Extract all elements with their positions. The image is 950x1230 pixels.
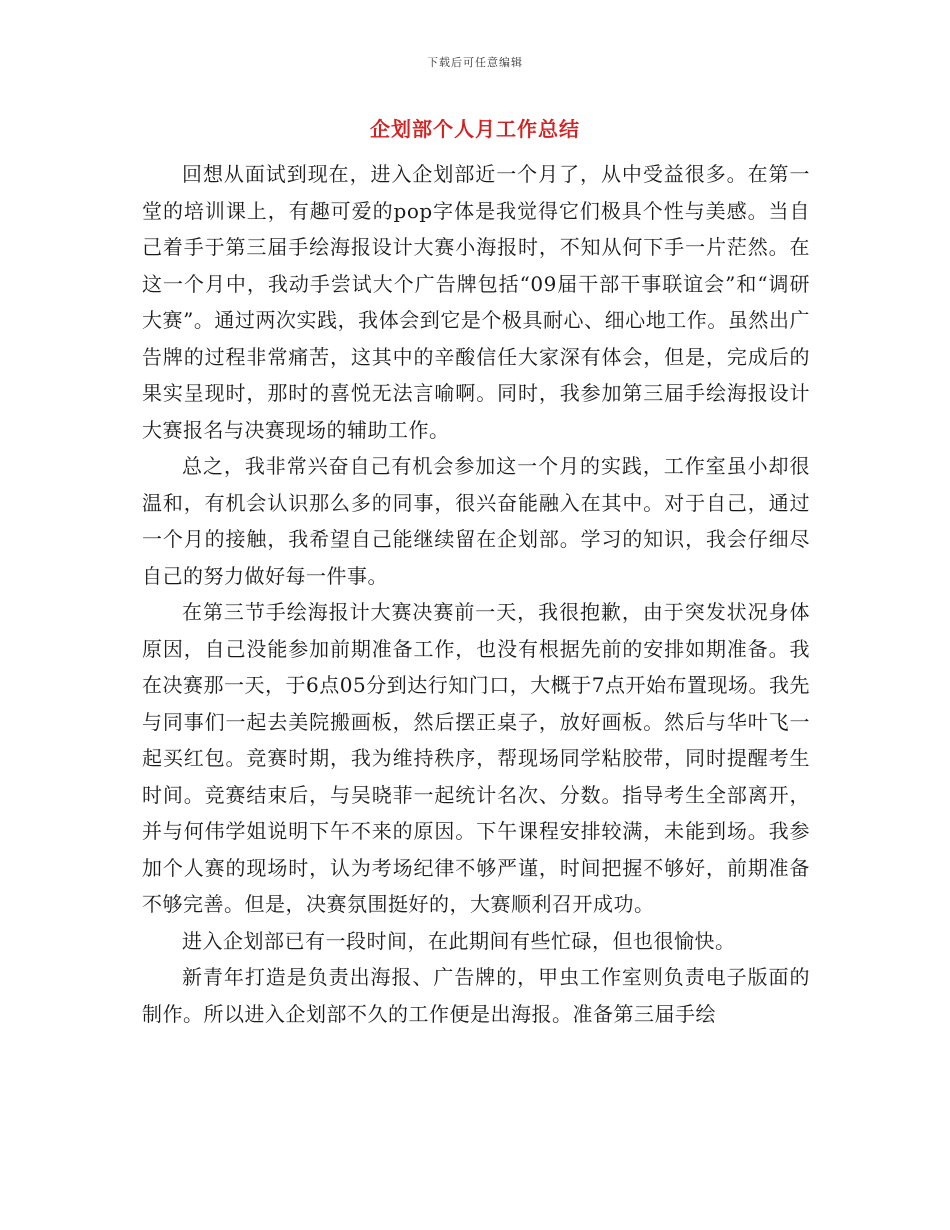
paragraph-2: 总之，我非常兴奋自己有机会参加这一个月的实践，工作室虽小却很温和，有机会认识那么多的同事，很兴奋能融入在其中。对于自己，通过一个月的接触，我希望自己能继续留在企划部。学习的知识，我会仔细尽自己的努力做好每一件事。 — [142, 454, 810, 588]
header-note: 下载后可任意编辑 — [427, 56, 523, 69]
paragraph-1: 回想从面试到现在，进入企划部近一个月了，从中受益很多。在第一堂的培训课上，有趣可爱的pop字体是我觉得它们极具个性与美感。当自己着手于第三届手绘海报设计大赛小海报时，不知从何下手一片茫然。在这一个月中，我动手尝试大个广告牌包括“09届干部干事联谊会”和“调研大赛”。通过两次实践，我体会到它是个极具耐心、细心地工作。虽然出广告牌的过程非常痛苦，这其中的辛酸信任大家深有体会，但是，完成后的果实呈现时，那时的喜悦无法言喻啊。同时，我参加第三届手绘海报设计大赛报名与决赛现场的辅助工作。 — [142, 162, 810, 442]
document-body — [142, 156, 810, 1032]
paragraph-4: 进入企划部已有一段时间，在此期间有些忙碌，但也很愉快。 — [182, 928, 736, 953]
paragraph-3: 在第三节手绘海报计大赛决赛前一天，我很抱歉，由于突发状况身体原因，自己没能参加前期准备工作，也没有根据先前的安排如期准备。我在决赛那一天，于6点05分到达行知门口，大概于7点开始布置现场。我先与同事们一起去美院搬画板，然后摆正桌子，放好画板。然后与华叶飞一起买红包。竞赛时期，我为维持秩序，帮现场同学粘胶带，同时提醒考生时间。竞赛结束后，与吴晓菲一起统计名次、分数。指导考生全部离开，并与何伟学姐说明下午不来的原因。下午课程安排较满，未能到场。我参加个人赛的现场时，认为考场纪律不够严谨，时间把握不够好，前期准备不够完善。但是，决赛氛围挺好的，大赛顺利召开成功。 — [142, 600, 810, 916]
document-title: 企划部个人月工作总结 — [370, 117, 580, 141]
paragraph-5: 新青年打造是负责出海报、广告牌的，甲虫工作室则负责电子版面的制作。所以进入企划部不久的工作便是出海报。准备第三届手绘 — [142, 965, 810, 1026]
